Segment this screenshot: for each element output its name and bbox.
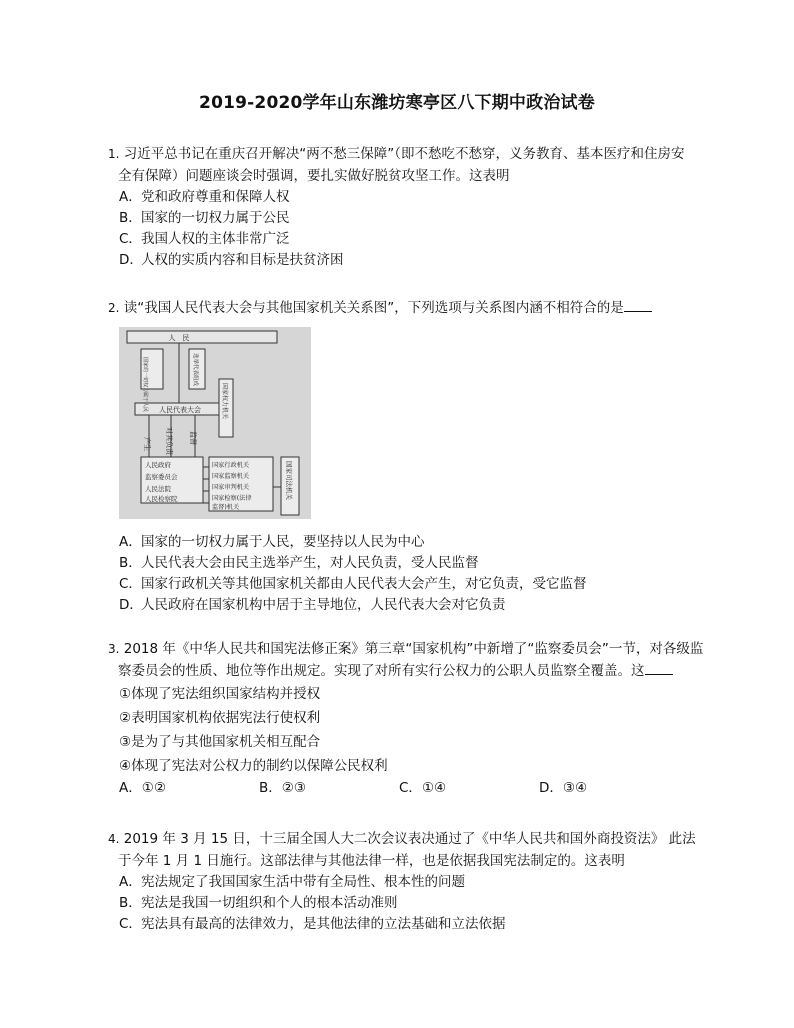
statement-1: ①体现了宪法组织国家结构并授权	[119, 686, 321, 702]
diagram-organ-type: 国家行政机关	[212, 462, 250, 469]
stem-line: 习近平总书记在重庆召开解决“两不愁三保障”（即不愁吃不愁穿，义务教育、基本医疗和住房安	[123, 146, 685, 162]
stem-line: 2018 年《中华人民共和国宪法修正案》第三章“国家机构”中新增了“监察委员会”一节，对各级监	[123, 641, 704, 657]
option-d: D．人权的实质内容和目标是扶贫济困	[119, 252, 344, 268]
question-2	[108, 297, 708, 616]
option-b: B．人民代表大会由民主选举产生，对人民负责，受人民监督	[119, 555, 479, 571]
diagram-right-label: 国家司法机关	[285, 461, 293, 500]
question-1-stem	[108, 143, 708, 165]
diagram-side-label: 国家权力机关	[221, 383, 228, 420]
option-a: A．党和政府尊重和保障人权	[119, 189, 290, 205]
stem-line: 2019 年 3 月 15 日，十三届全国人大二次会议表决通过了《中华人民共和国外商投资法》 此法	[123, 831, 696, 847]
question-3	[108, 638, 708, 799]
question-number: 1.	[108, 147, 120, 161]
diagram-npc-label: 人民代表大会	[159, 406, 201, 414]
option-a: A．①②	[119, 780, 166, 796]
option-d: D．③④	[539, 780, 588, 796]
option-b: B．国家的一切权力属于公民	[119, 210, 290, 226]
diagram-left-box: 国家的一切权力属于人民	[142, 357, 148, 413]
option-c: C．我国人权的主体非常广泛	[119, 231, 290, 247]
diagram-arrow-label: 对其负责	[165, 427, 173, 455]
diagram-organ-type: 国家检察(法律	[212, 495, 252, 502]
option-b: B．宪法是我国一切组织和个人的根本活动准则	[119, 895, 398, 911]
diagram-organ: 人民检察院	[145, 495, 178, 503]
option-a: A．宪法规定了我国国家生活中带有全局性、根本性的问题	[119, 874, 465, 890]
option-c: C．①④	[399, 780, 447, 796]
question-1	[108, 143, 708, 271]
diagram-organ: 人民法院	[145, 485, 171, 493]
diagram-top-label: 人 民	[168, 334, 190, 342]
option-d: D．人民政府在国家机构中居于主导地位，人民代表大会对它负责	[119, 597, 506, 613]
diagram-arrow-label: 产生	[143, 437, 151, 451]
question-4-stem	[108, 828, 708, 850]
question-4	[108, 828, 708, 935]
statement-2: ②表明国家机构依据宪法行使权利	[119, 710, 321, 726]
diagram-arrow-label: 监督	[189, 431, 197, 445]
question-2-stem	[108, 297, 708, 319]
question-number: 3.	[108, 642, 120, 656]
diagram-organ: 监察委员会	[145, 473, 178, 481]
stem-line: 全有保障）问题座谈会时强调，要扎实做好脱贫攻坚工作。这表明	[118, 168, 510, 184]
question-number: 4.	[108, 832, 120, 846]
option-a: A．国家的一切权力属于人民，要坚持以人民为中心	[119, 534, 425, 550]
diagram-organ-type: 国家监察机关	[212, 473, 250, 480]
answer-blank	[624, 297, 652, 312]
diagram-organ-type: 国家审判机关	[212, 484, 250, 491]
diagram-organ-type: 监督)机关	[212, 504, 240, 511]
diagram-organ: 人民政府	[145, 461, 171, 469]
stem-line: 于今年 1 月 1 日施行。这部法律与其他法律一样，也是依据我国宪法制定的。这表明	[118, 853, 625, 869]
diagram-mid-box: 选举代表组成	[192, 353, 198, 387]
option-c: C．宪法具有最高的法律效力，是其他法律的立法基础和立法依据	[119, 916, 506, 932]
exam-title: 2019-2020学年山东潍坊寒亭区八下期中政治试卷	[199, 93, 595, 113]
question-3-stem	[108, 638, 708, 660]
question-number: 2.	[108, 301, 120, 315]
statement-4: ④体现了宪法对公权力的制约以保障公民权利	[119, 758, 388, 774]
options-row	[108, 778, 708, 799]
answer-blank	[645, 660, 673, 675]
stem-line: 读“我国人民代表大会与其他国家机关关系图”，下列选项与关系图内涵不相符合的是	[123, 300, 624, 316]
statement-3: ③是为了与其他国家机关相互配合	[119, 734, 321, 750]
option-c: C．国家行政机关等其他国家机关都由人民代表大会产生，对它负责，受它监督	[119, 576, 587, 592]
option-b: B．②③	[259, 780, 306, 796]
relationship-diagram	[119, 327, 311, 519]
stem-line: 察委员会的性质、地位等作出规定。实现了对所有实行公权力的公职人员监察全覆盖。这	[108, 660, 708, 682]
